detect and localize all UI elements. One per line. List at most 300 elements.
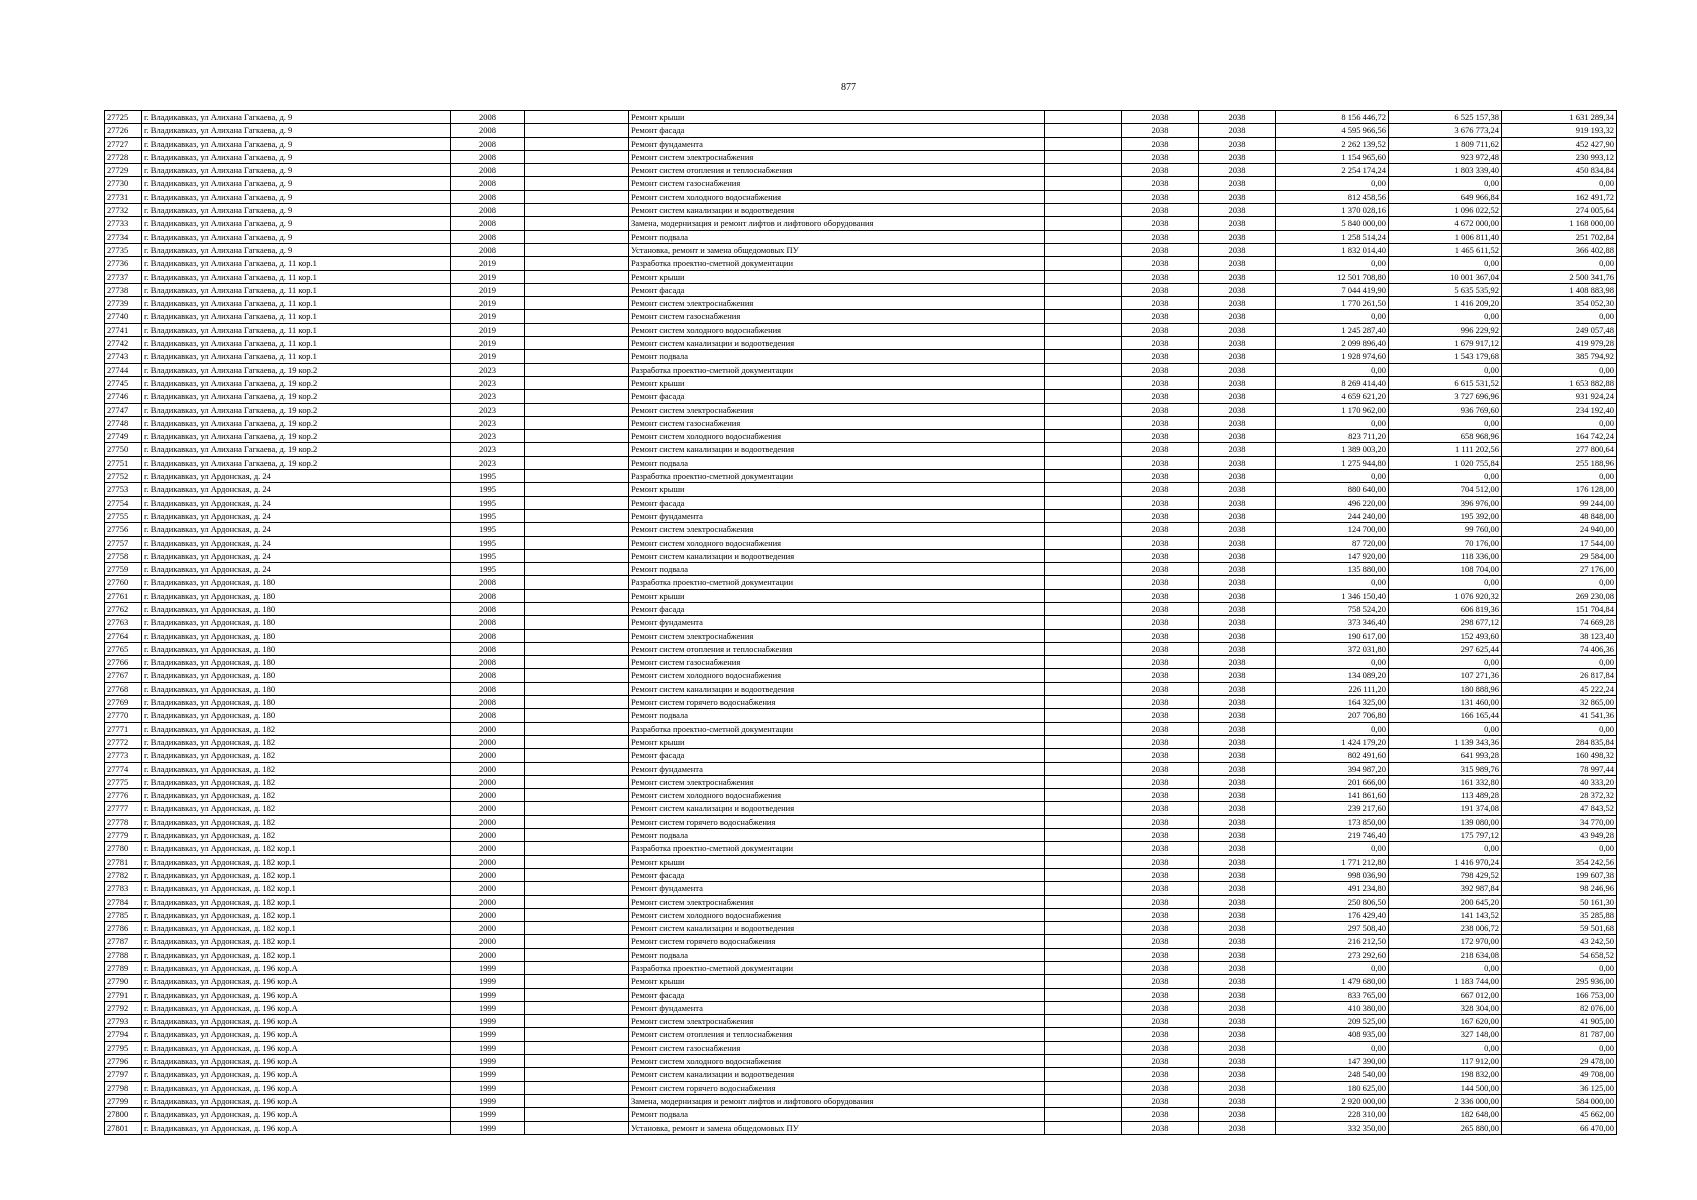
row-number: 27794 [105,1028,142,1041]
total-cost-cell: 164 325,00 [1276,696,1389,709]
owner-cost-cell: 48 848,00 [1502,509,1617,522]
address-cell: г. Владикавказ, ул Алихана Гагкаева, д. 9 [142,204,451,217]
plan-start-year-cell: 2038 [1122,150,1199,163]
plan-start-year-cell: 2038 [1122,629,1199,642]
build-year-cell: 2000 [451,762,525,775]
address-cell: г. Владикавказ, ул Ардонская, д. 196 кор.А [142,1094,451,1107]
owner-cost-cell: 1 408 883,98 [1502,283,1617,296]
plan-end-year-cell: 2038 [1199,895,1276,908]
build-year-cell: 2008 [451,602,525,615]
total-cost-cell: 201 666,00 [1276,775,1389,788]
owner-cost-cell: 66 470,00 [1502,1121,1617,1134]
blank-cell [1045,257,1122,270]
total-cost-cell: 147 390,00 [1276,1055,1389,1068]
row-number: 27758 [105,549,142,562]
row-number: 27798 [105,1081,142,1094]
row-number: 27751 [105,456,142,469]
build-year-cell: 2008 [451,616,525,629]
blank-cell [1045,470,1122,483]
plan-end-year-cell: 2038 [1199,1081,1276,1094]
table-row [105,1015,1617,1028]
total-cost-cell: 1 275 944,80 [1276,456,1389,469]
plan-end-year-cell: 2038 [1199,589,1276,602]
table-row [105,802,1617,815]
work-type-cell: Ремонт фундамента [629,137,1045,150]
plan-end-year-cell: 2038 [1199,682,1276,695]
plan-end-year-cell: 2038 [1199,868,1276,881]
owner-cost-cell: 176 128,00 [1502,483,1617,496]
blank-cell [1045,1108,1122,1121]
plan-end-year-cell: 2038 [1199,257,1276,270]
blank-cell [525,509,629,522]
plan-end-year-cell: 2038 [1199,935,1276,948]
plan-end-year-cell: 2038 [1199,350,1276,363]
build-year-cell: 1995 [451,563,525,576]
owner-cost-cell: 295 936,00 [1502,975,1617,988]
table-row [105,988,1617,1001]
blank-cell [1045,536,1122,549]
fund-cost-cell: 1 096 022,52 [1389,204,1502,217]
blank-cell [525,735,629,748]
table-row [105,1068,1617,1081]
plan-start-year-cell: 2038 [1122,975,1199,988]
plan-end-year-cell: 2038 [1199,1041,1276,1054]
build-year-cell: 2023 [451,363,525,376]
blank-cell [1045,762,1122,775]
row-number: 27726 [105,124,142,137]
table-row [105,496,1617,509]
total-cost-cell: 87 720,00 [1276,536,1389,549]
fund-cost-cell: 172 970,00 [1389,935,1502,948]
total-cost-cell: 491 234,80 [1276,882,1389,895]
table-row [105,616,1617,629]
row-number: 27789 [105,962,142,975]
blank-cell [1045,310,1122,323]
blank-cell [1045,722,1122,735]
plan-start-year-cell: 2038 [1122,509,1199,522]
address-cell: г. Владикавказ, ул Ардонская, д. 196 кор.А [142,1015,451,1028]
plan-start-year-cell: 2038 [1122,775,1199,788]
blank-cell [1045,1094,1122,1107]
build-year-cell: 2008 [451,629,525,642]
blank-cell [1045,576,1122,589]
table-row [105,483,1617,496]
plan-end-year-cell: 2038 [1199,855,1276,868]
table-row [105,430,1617,443]
fund-cost-cell: 0,00 [1389,576,1502,589]
address-cell: г. Владикавказ, ул Ардонская, д. 196 кор.А [142,1041,451,1054]
build-year-cell: 1999 [451,1055,525,1068]
plan-end-year-cell: 2038 [1199,470,1276,483]
address-cell: г. Владикавказ, ул Ардонская, д. 182 [142,789,451,802]
total-cost-cell: 134 089,20 [1276,669,1389,682]
blank-cell [1045,855,1122,868]
build-year-cell: 1995 [451,536,525,549]
blank-cell [525,935,629,948]
plan-start-year-cell: 2038 [1122,682,1199,695]
address-cell: г. Владикавказ, ул Ардонская, д. 182 [142,815,451,828]
plan-start-year-cell: 2038 [1122,895,1199,908]
fund-cost-cell: 1 803 339,40 [1389,164,1502,177]
total-cost-cell: 273 292,60 [1276,948,1389,961]
table-row [105,975,1617,988]
total-cost-cell: 2 262 139,52 [1276,137,1389,150]
build-year-cell: 2023 [451,443,525,456]
blank-cell [1045,962,1122,975]
plan-end-year-cell: 2038 [1199,496,1276,509]
table-row [105,908,1617,921]
address-cell: г. Владикавказ, ул Алихана Гагкаева, д. 9 [142,111,451,124]
work-type-cell: Ремонт систем электроснабжения [629,297,1045,310]
build-year-cell: 2008 [451,696,525,709]
fund-cost-cell: 315 989,76 [1389,762,1502,775]
build-year-cell: 2008 [451,589,525,602]
plan-end-year-cell: 2038 [1199,1068,1276,1081]
blank-cell [525,1028,629,1041]
fund-cost-cell: 1 416 209,20 [1389,297,1502,310]
plan-start-year-cell: 2038 [1122,1041,1199,1054]
blank-cell [525,908,629,921]
work-type-cell: Ремонт фундамента [629,762,1045,775]
address-cell: г. Владикавказ, ул Ардонская, д. 182 кор.1 [142,908,451,921]
plan-end-year-cell: 2038 [1199,842,1276,855]
row-number: 27799 [105,1094,142,1107]
work-type-cell: Ремонт фундамента [629,616,1045,629]
build-year-cell: 2008 [451,656,525,669]
address-cell: г. Владикавказ, ул Ардонская, д. 180 [142,589,451,602]
table-row [105,749,1617,762]
blank-cell [525,602,629,615]
plan-end-year-cell: 2038 [1199,363,1276,376]
work-type-cell: Ремонт систем горячего водоснабжения [629,935,1045,948]
plan-start-year-cell: 2038 [1122,536,1199,549]
plan-start-year-cell: 2038 [1122,323,1199,336]
row-number: 27792 [105,1001,142,1014]
plan-end-year-cell: 2038 [1199,922,1276,935]
fund-cost-cell: 195 392,00 [1389,509,1502,522]
build-year-cell: 1999 [451,1068,525,1081]
build-year-cell: 2019 [451,270,525,283]
plan-start-year-cell: 2038 [1122,789,1199,802]
build-year-cell: 2019 [451,283,525,296]
row-number: 27750 [105,443,142,456]
row-number: 27796 [105,1055,142,1068]
blank-cell [1045,789,1122,802]
table-row [105,137,1617,150]
owner-cost-cell: 74 669,28 [1502,616,1617,629]
owner-cost-cell: 43 242,50 [1502,935,1617,948]
table-row [105,1108,1617,1121]
address-cell: г. Владикавказ, ул Ардонская, д. 182 кор.1 [142,935,451,948]
total-cost-cell: 244 240,00 [1276,509,1389,522]
fund-cost-cell: 238 006,72 [1389,922,1502,935]
row-number: 27747 [105,403,142,416]
fund-cost-cell: 704 512,00 [1389,483,1502,496]
build-year-cell: 2008 [451,217,525,230]
plan-start-year-cell: 2038 [1122,430,1199,443]
plan-start-year-cell: 2038 [1122,283,1199,296]
plan-start-year-cell: 2038 [1122,602,1199,615]
table-row [105,868,1617,881]
total-cost-cell: 1 771 212,80 [1276,855,1389,868]
plan-start-year-cell: 2038 [1122,868,1199,881]
plan-start-year-cell: 2038 [1122,802,1199,815]
work-type-cell: Ремонт подвала [629,948,1045,961]
total-cost-cell: 1 154 965,60 [1276,150,1389,163]
blank-cell [1045,150,1122,163]
work-type-cell: Ремонт фасада [629,988,1045,1001]
table-row [105,589,1617,602]
total-cost-cell: 2 254 174,24 [1276,164,1389,177]
blank-cell [1045,1081,1122,1094]
fund-cost-cell: 108 704,00 [1389,563,1502,576]
plan-end-year-cell: 2038 [1199,416,1276,429]
address-cell: г. Владикавказ, ул Ардонская, д. 182 кор.1 [142,882,451,895]
work-type-cell: Ремонт фасада [629,390,1045,403]
work-type-cell: Ремонт крыши [629,735,1045,748]
owner-cost-cell: 1 168 000,00 [1502,217,1617,230]
work-type-cell: Ремонт систем электроснабжения [629,775,1045,788]
plan-start-year-cell: 2038 [1122,908,1199,921]
address-cell: г. Владикавказ, ул Ардонская, д. 180 [142,656,451,669]
blank-cell [1045,1055,1122,1068]
owner-cost-cell: 166 753,00 [1502,988,1617,1001]
address-cell: г. Владикавказ, ул Алихана Гагкаева, д. 19 кор.2 [142,390,451,403]
build-year-cell: 1995 [451,509,525,522]
address-cell: г. Владикавказ, ул Алихана Гагкаева, д. 9 [142,230,451,243]
owner-cost-cell: 354 052,30 [1502,297,1617,310]
work-type-cell: Ремонт крыши [629,975,1045,988]
build-year-cell: 1995 [451,470,525,483]
build-year-cell: 2000 [451,749,525,762]
blank-cell [1045,802,1122,815]
work-type-cell: Ремонт систем горячего водоснабжения [629,1081,1045,1094]
build-year-cell: 2008 [451,576,525,589]
work-type-cell: Ремонт систем газоснабжения [629,416,1045,429]
address-cell: г. Владикавказ, ул Алихана Гагкаева, д. 11 кор.1 [142,323,451,336]
address-cell: г. Владикавказ, ул Ардонская, д. 24 [142,563,451,576]
build-year-cell: 2000 [451,815,525,828]
blank-cell [1045,323,1122,336]
plan-start-year-cell: 2038 [1122,230,1199,243]
row-number: 27749 [105,430,142,443]
table-row [105,1041,1617,1054]
row-number: 27754 [105,496,142,509]
table-row [105,1028,1617,1041]
table-row [105,656,1617,669]
plan-start-year-cell: 2038 [1122,350,1199,363]
row-number: 27739 [105,297,142,310]
table-row [105,696,1617,709]
blank-cell [1045,868,1122,881]
plan-end-year-cell: 2038 [1199,975,1276,988]
work-type-cell: Ремонт крыши [629,376,1045,389]
address-cell: г. Владикавказ, ул Ардонская, д. 196 кор.А [142,1001,451,1014]
owner-cost-cell: 0,00 [1502,310,1617,323]
address-cell: г. Владикавказ, ул Алихана Гагкаева, д. 11 кор.1 [142,310,451,323]
blank-cell [1045,283,1122,296]
work-type-cell: Ремонт систем канализации и водоотведения [629,443,1045,456]
build-year-cell: 2008 [451,204,525,217]
blank-cell [525,243,629,256]
total-cost-cell: 8 269 414,40 [1276,376,1389,389]
address-cell: г. Владикавказ, ул Ардонская, д. 180 [142,709,451,722]
fund-cost-cell: 649 966,84 [1389,190,1502,203]
build-year-cell: 2008 [451,230,525,243]
blank-cell [525,829,629,842]
blank-cell [525,749,629,762]
blank-cell [525,762,629,775]
blank-cell [525,563,629,576]
build-year-cell: 2000 [451,735,525,748]
fund-cost-cell: 198 832,00 [1389,1068,1502,1081]
fund-cost-cell: 6 615 531,52 [1389,376,1502,389]
owner-cost-cell: 354 242,56 [1502,855,1617,868]
total-cost-cell: 0,00 [1276,416,1389,429]
fund-cost-cell: 392 987,84 [1389,882,1502,895]
blank-cell [1045,297,1122,310]
build-year-cell: 1999 [451,1094,525,1107]
owner-cost-cell: 27 176,00 [1502,563,1617,576]
owner-cost-cell: 162 491,72 [1502,190,1617,203]
total-cost-cell: 124 700,00 [1276,523,1389,536]
build-year-cell: 2008 [451,137,525,150]
blank-cell [525,536,629,549]
table-row [105,829,1617,842]
blank-cell [525,629,629,642]
row-number: 27725 [105,111,142,124]
work-type-cell: Ремонт крыши [629,270,1045,283]
address-cell: г. Владикавказ, ул Ардонская, д. 182 [142,775,451,788]
build-year-cell: 2000 [451,842,525,855]
blank-cell [525,576,629,589]
owner-cost-cell: 931 924,24 [1502,390,1617,403]
address-cell: г. Владикавказ, ул Алихана Гагкаева, д. 9 [142,150,451,163]
owner-cost-cell: 41 905,00 [1502,1015,1617,1028]
fund-cost-cell: 218 634,08 [1389,948,1502,961]
owner-cost-cell: 151 704,84 [1502,602,1617,615]
build-year-cell: 2000 [451,802,525,815]
build-year-cell: 1999 [451,1108,525,1121]
row-number: 27737 [105,270,142,283]
build-year-cell: 2008 [451,111,525,124]
work-type-cell: Разработка проектно-сметной документации [629,842,1045,855]
blank-cell [525,164,629,177]
total-cost-cell: 0,00 [1276,257,1389,270]
total-cost-cell: 141 861,60 [1276,789,1389,802]
table-row [105,842,1617,855]
total-cost-cell: 1 832 014,40 [1276,243,1389,256]
blank-cell [525,337,629,350]
owner-cost-cell: 32 865,00 [1502,696,1617,709]
blank-cell [1045,669,1122,682]
blank-cell [525,150,629,163]
fund-cost-cell: 200 645,20 [1389,895,1502,908]
address-cell: г. Владикавказ, ул Алихана Гагкаева, д. 9 [142,137,451,150]
owner-cost-cell: 34 770,00 [1502,815,1617,828]
fund-cost-cell: 0,00 [1389,310,1502,323]
owner-cost-cell: 98 246,96 [1502,882,1617,895]
total-cost-cell: 250 806,50 [1276,895,1389,908]
row-number: 27773 [105,749,142,762]
total-cost-cell: 226 111,20 [1276,682,1389,695]
fund-cost-cell: 6 525 157,38 [1389,111,1502,124]
plan-end-year-cell: 2038 [1199,629,1276,642]
build-year-cell: 2000 [451,775,525,788]
build-year-cell: 2008 [451,682,525,695]
address-cell: г. Владикавказ, ул Ардонская, д. 196 кор.А [142,1055,451,1068]
plan-start-year-cell: 2038 [1122,204,1199,217]
table-row [105,283,1617,296]
row-number: 27778 [105,815,142,828]
fund-cost-cell: 1 020 755,84 [1389,456,1502,469]
fund-cost-cell: 936 769,60 [1389,403,1502,416]
owner-cost-cell: 17 544,00 [1502,536,1617,549]
plan-end-year-cell: 2038 [1199,602,1276,615]
table-row [105,323,1617,336]
owner-cost-cell: 0,00 [1502,962,1617,975]
build-year-cell: 2023 [451,456,525,469]
work-type-cell: Ремонт систем газоснабжения [629,1041,1045,1054]
plan-start-year-cell: 2038 [1122,1068,1199,1081]
row-number: 27765 [105,642,142,655]
blank-cell [1045,243,1122,256]
work-type-cell: Ремонт фасада [629,749,1045,762]
table-row [105,124,1617,137]
fund-cost-cell: 2 336 000,00 [1389,1094,1502,1107]
blank-cell [1045,563,1122,576]
row-number: 27753 [105,483,142,496]
plan-end-year-cell: 2038 [1199,1094,1276,1107]
total-cost-cell: 1 389 003,20 [1276,443,1389,456]
blank-cell [1045,1121,1122,1134]
plan-end-year-cell: 2038 [1199,164,1276,177]
plan-start-year-cell: 2038 [1122,935,1199,948]
total-cost-cell: 1 346 150,40 [1276,589,1389,602]
plan-start-year-cell: 2038 [1122,762,1199,775]
row-number: 27782 [105,868,142,881]
table-row [105,350,1617,363]
total-cost-cell: 135 880,00 [1276,563,1389,576]
work-type-cell: Ремонт систем холодного водоснабжения [629,908,1045,921]
total-cost-cell: 219 746,40 [1276,829,1389,842]
table-row [105,1094,1617,1107]
address-cell: г. Владикавказ, ул Ардонская, д. 196 кор.А [142,975,451,988]
build-year-cell: 2019 [451,297,525,310]
blank-cell [525,709,629,722]
owner-cost-cell: 41 541,36 [1502,709,1617,722]
owner-cost-cell: 249 057,48 [1502,323,1617,336]
fund-cost-cell: 265 880,00 [1389,1121,1502,1134]
fund-cost-cell: 191 374,08 [1389,802,1502,815]
blank-cell [525,323,629,336]
blank-cell [525,1015,629,1028]
blank-cell [525,975,629,988]
address-cell: г. Владикавказ, ул Алихана Гагкаева, д. 9 [142,124,451,137]
blank-cell [1045,895,1122,908]
build-year-cell: 2008 [451,709,525,722]
plan-end-year-cell: 2038 [1199,456,1276,469]
build-year-cell: 1999 [451,975,525,988]
plan-end-year-cell: 2038 [1199,948,1276,961]
address-cell: г. Владикавказ, ул Ардонская, д. 180 [142,602,451,615]
build-year-cell: 2019 [451,323,525,336]
work-type-cell: Ремонт подвала [629,350,1045,363]
plan-start-year-cell: 2038 [1122,855,1199,868]
total-cost-cell: 216 212,50 [1276,935,1389,948]
address-cell: г. Владикавказ, ул Алихана Гагкаева, д. 9 [142,190,451,203]
blank-cell [525,1108,629,1121]
